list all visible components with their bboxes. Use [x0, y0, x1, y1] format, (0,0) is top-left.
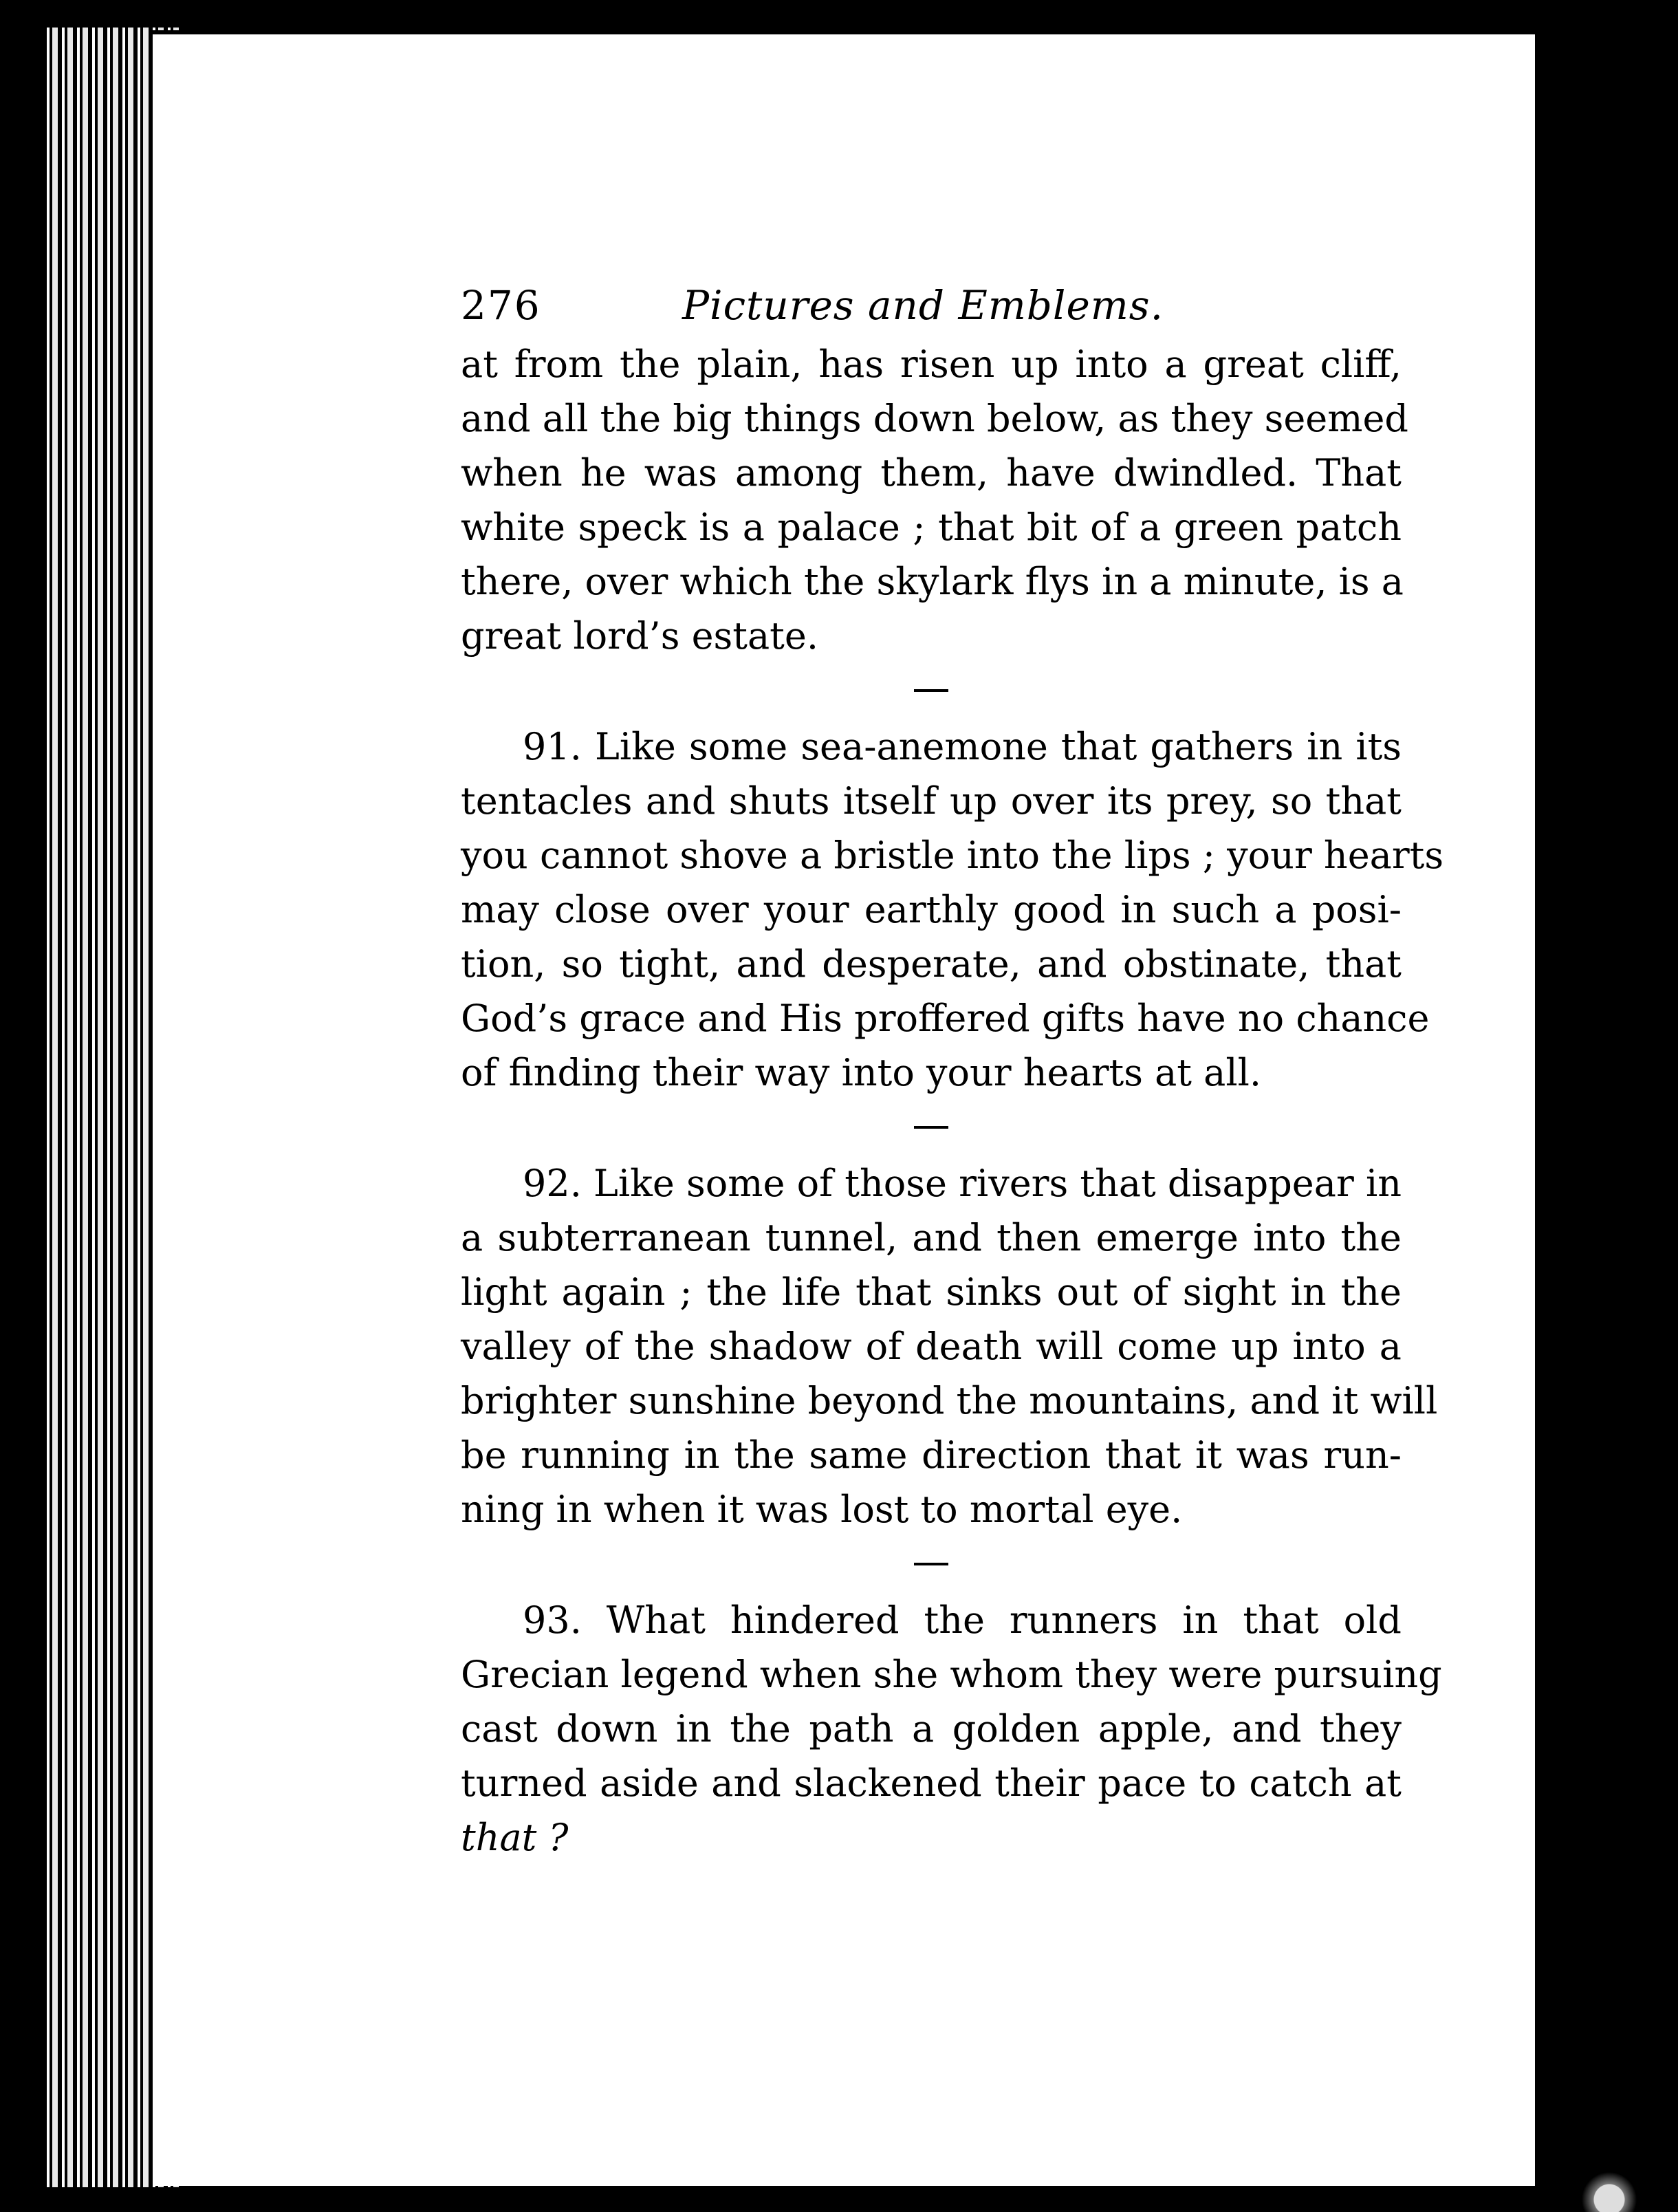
text-line: may close over your earthly good in such a posi-: [461, 888, 1402, 931]
text-line: Grecian legend when she whom they were pursuing: [461, 1653, 1442, 1696]
library-stamp-icon: [1568, 2171, 1650, 2212]
text-line: that ?: [461, 1816, 569, 1859]
text-line: of finding their way into your hearts at all.: [461, 1051, 1262, 1094]
text-line: tentacles and shuts itself up over its prey, so that: [461, 779, 1402, 823]
text-line: cast down in the path a golden apple, and they: [461, 1707, 1402, 1750]
text-line: when he was among them, have dwindled. That: [461, 451, 1402, 495]
text-line: white speck is a palace ; that bit of a green patch: [461, 506, 1402, 549]
section-separator: [914, 1126, 948, 1129]
paragraph-92: [461, 1156, 1438, 1537]
text-line: God’s grace and His proffered gifts have no chance: [461, 997, 1430, 1040]
text-line: 91. Like some sea-anemone that gathers in its: [523, 725, 1402, 768]
section-separator: [914, 689, 948, 692]
right-page-shadow: [1535, 30, 1678, 2212]
intro-paragraph: [461, 337, 1408, 663]
page-number: 276: [461, 282, 541, 329]
paragraph-91: [461, 719, 1444, 1100]
text-line: tion, so tight, and desperate, and obstinate, that: [461, 942, 1402, 986]
text-line: at from the plain, has risen up into a great cliff,: [461, 343, 1402, 386]
paragraph-93: [461, 1593, 1442, 1865]
text-line: be running in the same direction that it was run-: [461, 1433, 1402, 1477]
text-line: 93. What hindered the runners in that old: [523, 1598, 1402, 1642]
text-line: valley of the shadow of death will come up into a: [461, 1325, 1402, 1368]
text-line: and all the big things down below, as they seemed: [461, 397, 1408, 440]
text-line: great lord’s estate.: [461, 614, 818, 658]
section-separator: [914, 1563, 948, 1565]
text-line: light again ; the life that sinks out of sight in the: [461, 1270, 1402, 1314]
text-line: ning in when it was lost to mortal eye.: [461, 1488, 1183, 1531]
text-line: there, over which the skylark flys in a minute, is a: [461, 560, 1404, 603]
text-line: brighter sunshine beyond the mountains, and it will: [461, 1379, 1438, 1422]
text-line: a subterranean tunnel, and then emerge into the: [461, 1216, 1402, 1259]
text-line: turned aside and slackened their pace to catch at: [461, 1761, 1402, 1805]
running-head: [461, 275, 1402, 337]
running-title: Pictures and Emblems.: [682, 282, 1164, 329]
page-text: [461, 275, 1444, 1865]
text-line: 92. Like some of those rivers that disappear in: [523, 1162, 1402, 1205]
text-line: you cannot shove a bristle into the lips ; your hearts: [461, 834, 1444, 877]
